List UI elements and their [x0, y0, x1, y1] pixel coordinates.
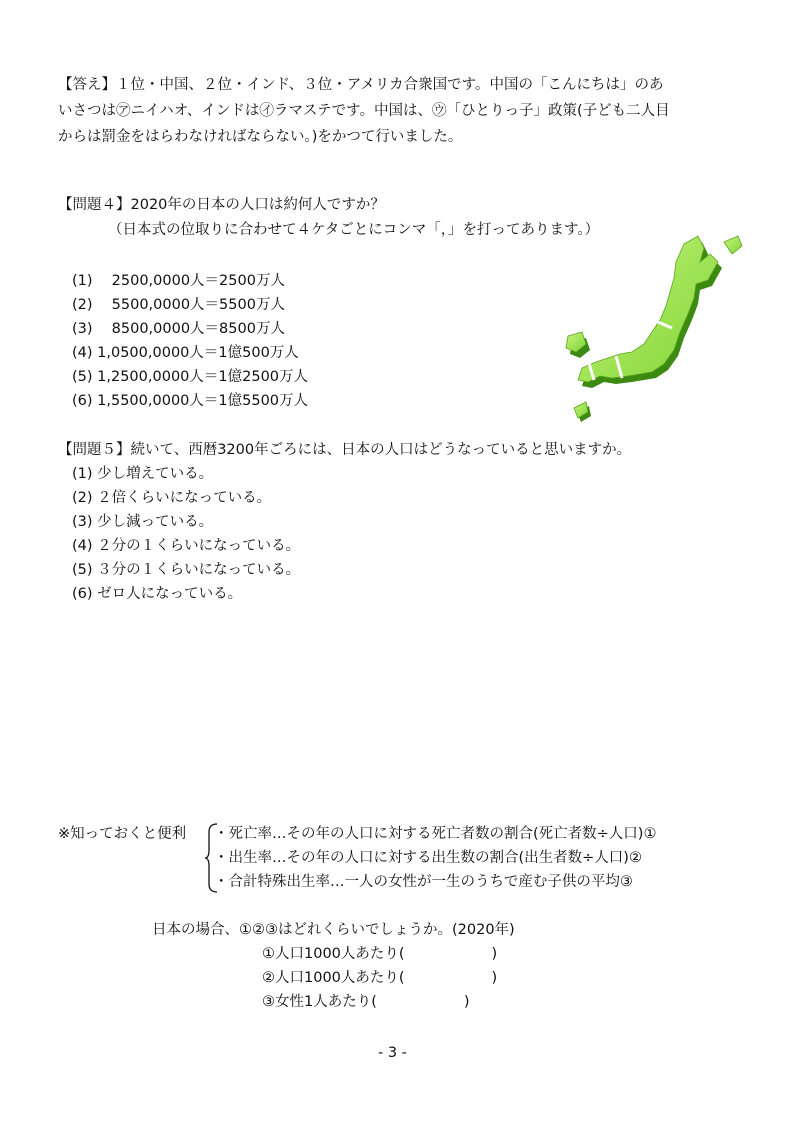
option: (4) ２分の１くらいになっている。	[72, 538, 301, 554]
option: (5) ３分の１くらいになっている。	[72, 562, 301, 578]
question-5-title: 【問題５】続いて、西暦3200年ごろには、日本の人口はどうなっていると思いますか。	[58, 442, 632, 458]
question-4-title: 【問題４】2020年の日本の人口は約何人ですか？	[58, 197, 385, 213]
tip-item: ・合計特殊出生率…一人の女性が一生のうちで産む子供の平均③	[214, 874, 633, 890]
answer-line: 【答え】１位・中国、２位・インド、３位・アメリカ合衆国です。中国の「こんにちは」のあ	[58, 77, 664, 93]
tip-item: ・死亡率…その年の人口に対する死亡者数の割合(死亡者数÷人口)①	[214, 826, 657, 842]
tips-label: ※知っておくと便利	[58, 826, 187, 842]
answer-line: からは罰金をはらわなければならない。)をかつて行いました。	[58, 129, 463, 145]
option: (1) 2500,0000人＝2500万人	[72, 273, 285, 289]
option: (3) 少し減っている。	[72, 514, 214, 530]
question-4-note: （日本式の位取りに合わせて４ケタごとにコンマ「，」を打ってあります。）	[108, 222, 600, 238]
page-number: - 3 -	[378, 1045, 407, 1061]
option: (6) ゼロ人になっている。	[72, 586, 243, 602]
option: (5) 1,2500,0000人＝1億2500万人	[72, 369, 309, 385]
option: (6) 1,5500,0000人＝1億5500万人	[72, 393, 309, 409]
answer-line: いさつは㋐ニイハオ、インドは㋑ラマステです。中国は、㋒「ひとりっ子」政策(子ども二人目	[58, 103, 670, 119]
japan-question-text: 日本の場合、①②③はどれくらいでしょうか。(2020年)	[152, 922, 515, 938]
answer-blank: ②人口1000人あたり( )	[262, 970, 498, 986]
option: (3) 8500,0000人＝8500万人	[72, 321, 285, 337]
option: (2) 5500,0000人＝5500万人	[72, 297, 285, 313]
answer-blank: ①人口1000人あたり( )	[262, 946, 498, 962]
tip-item: ・出生率…その年の人口に対する出生数の割合(出生者数÷人口)②	[214, 850, 642, 866]
answer-blank: ③女性1人あたり( )	[262, 994, 470, 1010]
option: (1) 少し増えている。	[72, 466, 214, 482]
option: (4) 1,0500,0000人＝1億500万人	[72, 345, 299, 361]
japan-map-illustration	[548, 232, 744, 426]
option: (2) ２倍くらいになっている。	[72, 490, 272, 506]
